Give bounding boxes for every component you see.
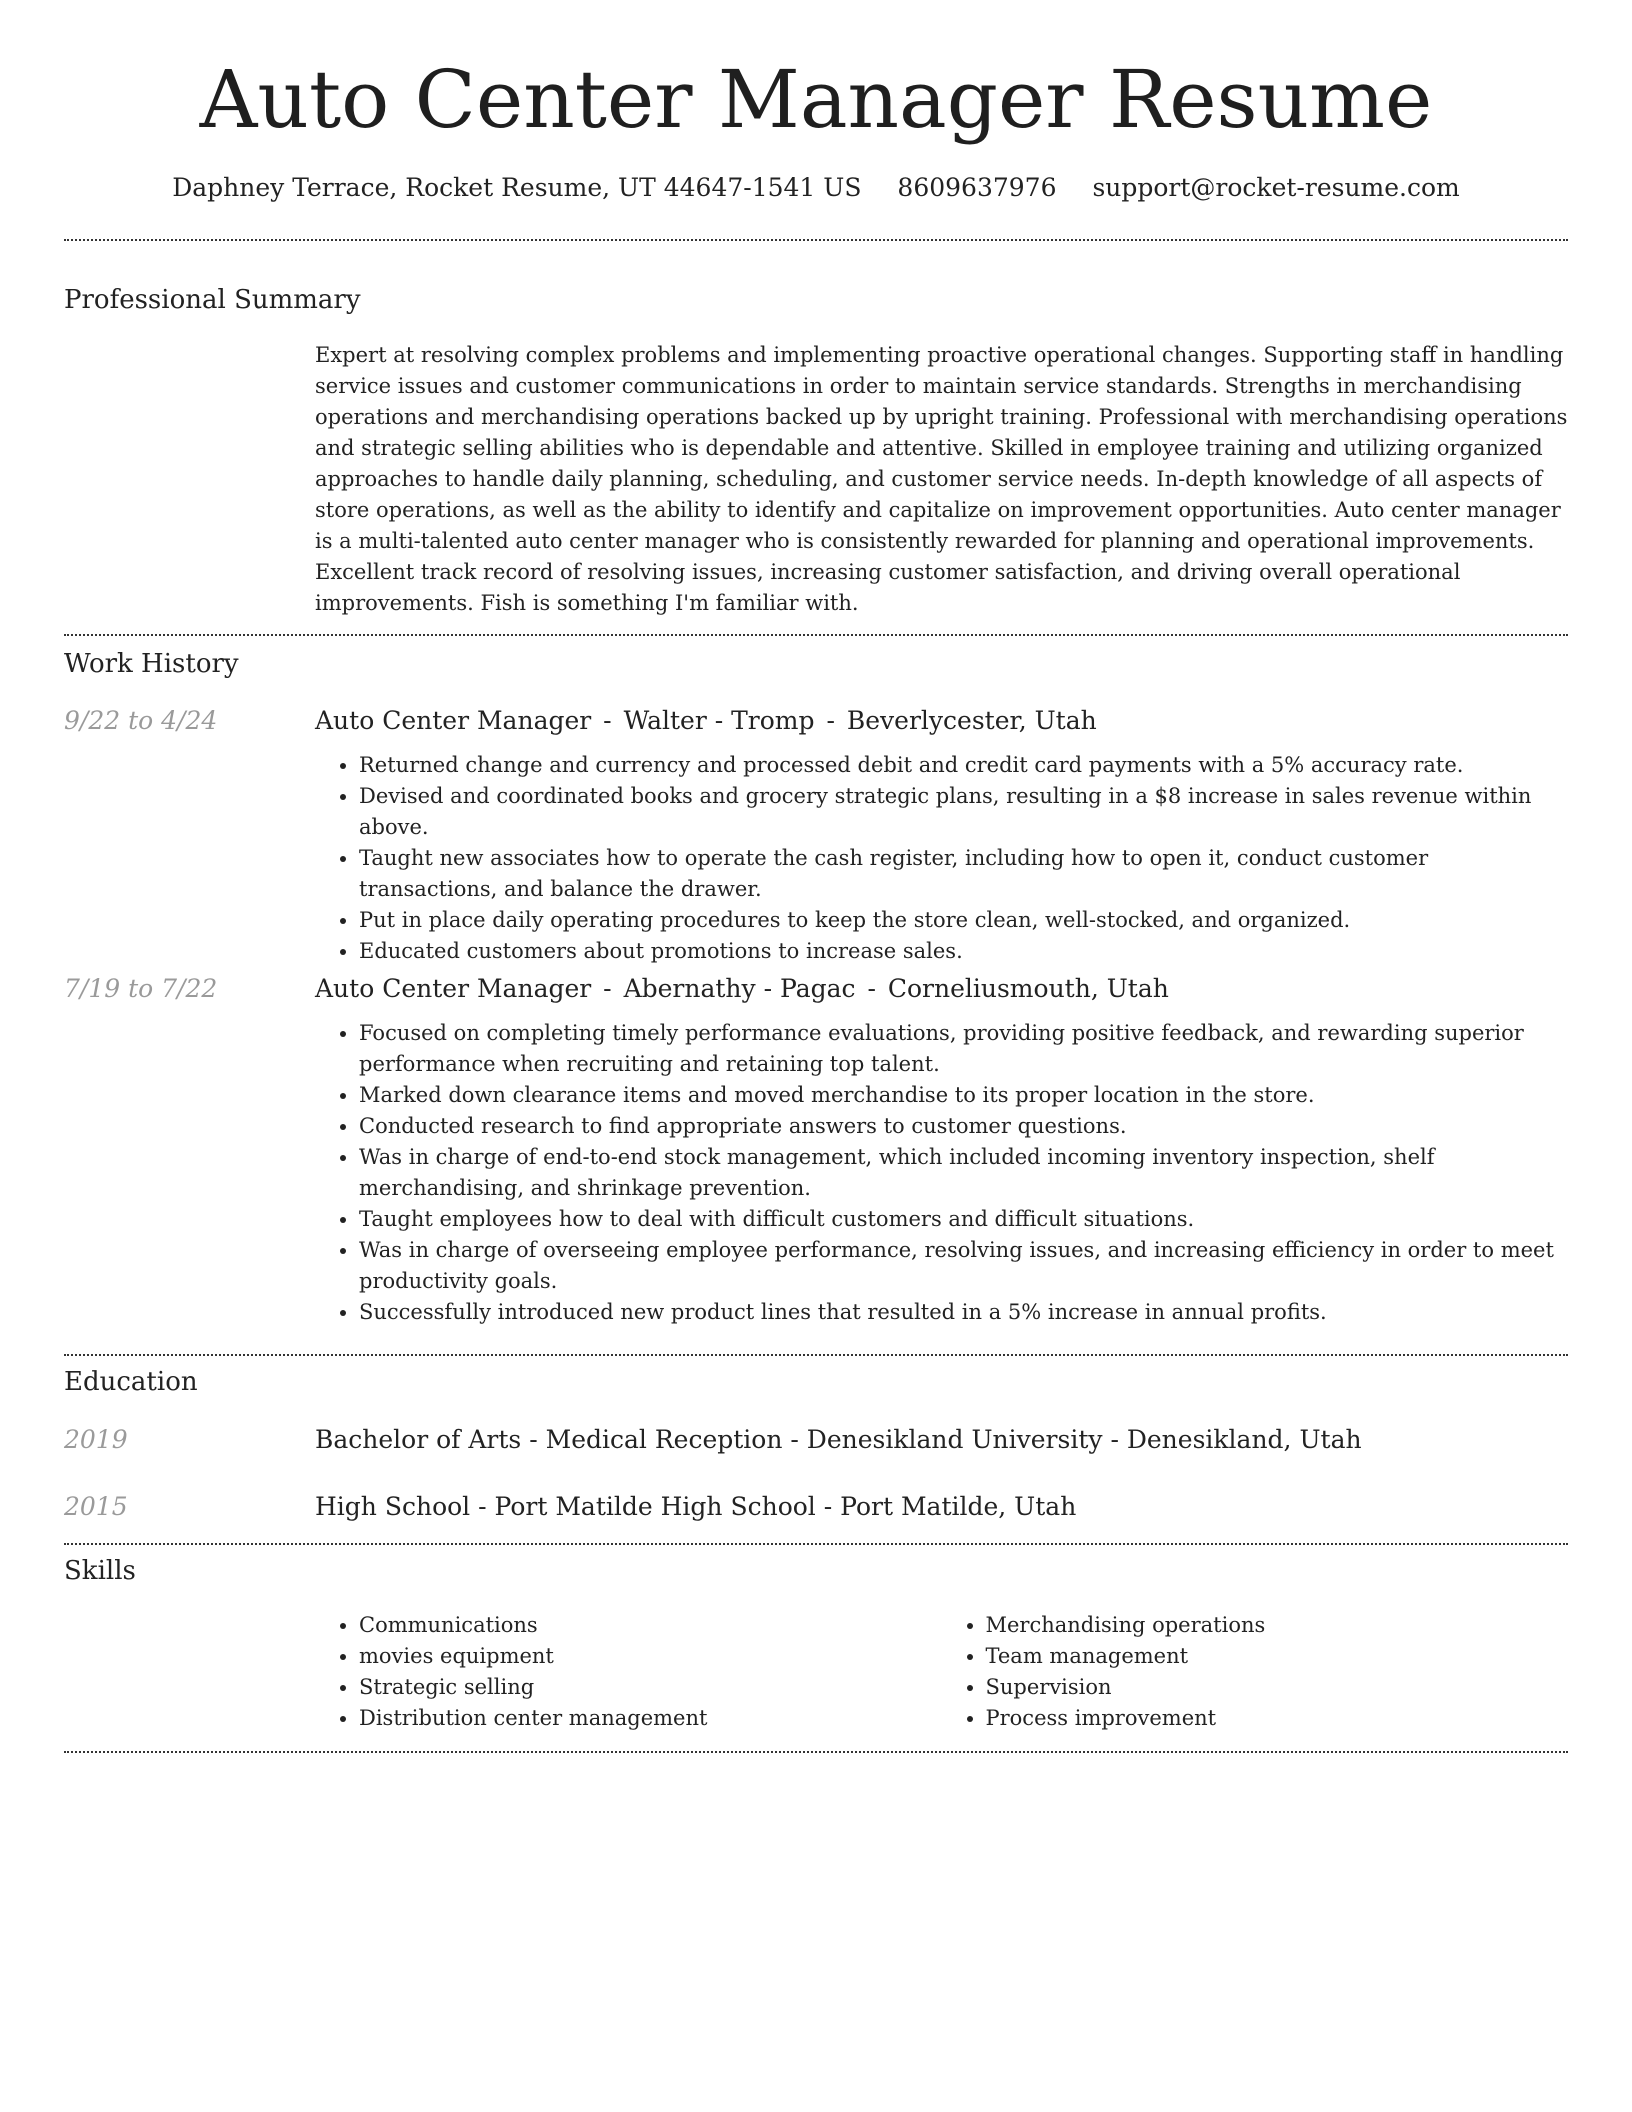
job-title: Auto Center Manager [315, 974, 592, 1003]
list-item: • Educated customers about promotions to increase sales. [359, 936, 1568, 967]
list-item: • Conducted research to find appropriate answers to customer questions. [359, 1111, 1568, 1142]
list-item: • Taught employees how to deal with difficult customers and difficult situations. [359, 1204, 1568, 1235]
contact-line [64, 170, 1568, 206]
job-company: Walter - Tromp [623, 706, 815, 735]
section-heading-skills: Skills [64, 1556, 136, 1586]
resume-title: Auto Center Manager Resume [199, 53, 1433, 146]
skill-item: • Communications [359, 1610, 942, 1641]
skill-item: • Merchandising operations [986, 1610, 1569, 1641]
job-title: Auto Center Manager [315, 706, 592, 735]
divider [64, 1543, 1568, 1545]
skills-list [315, 1610, 1568, 1734]
list-item: • Was in charge of end-to-end stock management, which included incoming inventory inspection, shelf merchandising, and shrinkage prevention. [359, 1142, 1568, 1204]
section-heading-work: Work History [64, 649, 239, 679]
skill-item: • Distribution center management [359, 1703, 942, 1734]
skill-item: • Strategic selling [359, 1672, 942, 1703]
list-item: • Marked down clearance items and moved merchandise to its proper location in the store. [359, 1080, 1568, 1111]
contact-phone: 8609637976 [897, 173, 1057, 202]
education-location: Port Matilde, Utah [840, 1492, 1077, 1521]
job-dates: 9/22 to 4/24 [64, 706, 218, 735]
list-item: • Focused on completing timely performance evaluations, providing positive feedback, and rewarding superior performance when recruiting and retaining top talent. [359, 1018, 1568, 1080]
education-line: High School - Port Matilde High School - Port Matilde, Utah [315, 1492, 1077, 1521]
education-degree: High School [315, 1492, 471, 1521]
education-school: Port Matilde High School [494, 1492, 816, 1521]
education-year: 2015 [64, 1492, 128, 1521]
list-item: • Taught new associates how to operate the cash register, including how to open it, conduct customer transactions, and balance the drawer. [359, 843, 1568, 905]
list-item: • Devised and coordinated books and grocery strategic plans, resulting in a $8 increase in sales revenue within above. [359, 781, 1568, 843]
summary-block [315, 340, 1568, 619]
contact-email: support@rocket-resume.com [1092, 173, 1460, 202]
education-school: Denesikland University [806, 1425, 1103, 1454]
job-location: Beverlycester, Utah [846, 706, 1097, 735]
education-degree: Bachelor of Arts - Medical Reception [315, 1425, 783, 1454]
job-heading: Auto Center Manager - Walter - Tromp - Beverlycester, Utah [315, 706, 1097, 735]
divider [64, 1354, 1568, 1356]
job-entry [315, 703, 1568, 967]
divider [64, 1751, 1568, 1753]
job-dates: 7/19 to 7/22 [64, 974, 218, 1003]
job-entry [315, 971, 1568, 1328]
skill-item: • movies equipment [359, 1641, 942, 1672]
divider [64, 634, 1568, 636]
education-entry [315, 1489, 1568, 1525]
list-item: • Successfully introduced new product lines that resulted in a 5% increase in annual profits. [359, 1297, 1568, 1328]
list-item: • Put in place daily operating procedures to keep the store clean, well-stocked, and organized. [359, 905, 1568, 936]
skills-column-left [315, 1610, 942, 1734]
education-line: Bachelor of Arts - Medical Reception - Denesikland University - Denesikland, Utah [315, 1425, 1362, 1454]
education-location: Denesikland, Utah [1126, 1425, 1362, 1454]
summary-text: Expert at resolving complex problems and implementing proactive operational changes. Supporting staff in handling service issues and customer communications in order to maintain service standards. Strengths in merchandising operations and merchandising operations backed up by upright training. Professional with merchandising operations and strategic selling abilities who is dependable and attentive. Skilled in employee training and utilizing organized approaches to handle daily planning, scheduling, and customer service needs. In-depth knowledge of all aspects of store operations, as well as the ability to identify and capitalize on improvement opportunities. Auto center manager is a multi-talented auto center manager who is consistently rewarded for planning and operational improvements. Excellent track record of resolving issues, increasing customer satisfaction, and driving overall operational improvements. Fish is something I'm familiar with. [315, 343, 1568, 615]
job-duties [315, 750, 1568, 967]
skill-item: • Process improvement [986, 1703, 1569, 1734]
list-item: • Was in charge of overseeing employee performance, resolving issues, and increasing efficiency in order to meet productivity goals. [359, 1235, 1568, 1297]
section-heading-summary: Professional Summary [64, 285, 361, 315]
job-location: Corneliusmouth, Utah [887, 974, 1169, 1003]
job-company: Abernathy - Pagac [623, 974, 856, 1003]
education-year: 2019 [64, 1425, 128, 1454]
section-heading-education: Education [64, 1367, 198, 1397]
skills-column-right [942, 1610, 1569, 1734]
skill-item: • Supervision [986, 1672, 1569, 1703]
job-heading: Auto Center Manager - Abernathy - Pagac - Corneliusmouth, Utah [315, 974, 1169, 1003]
education-entry [315, 1422, 1568, 1458]
skill-item: • Team management [986, 1641, 1569, 1672]
list-item: • Returned change and currency and processed debit and credit card payments with a 5% accuracy rate. [359, 750, 1568, 781]
divider [64, 239, 1568, 241]
contact-address: Daphney Terrace, Rocket Resume, UT 44647-1541 US [172, 173, 862, 202]
job-duties [315, 1018, 1568, 1328]
